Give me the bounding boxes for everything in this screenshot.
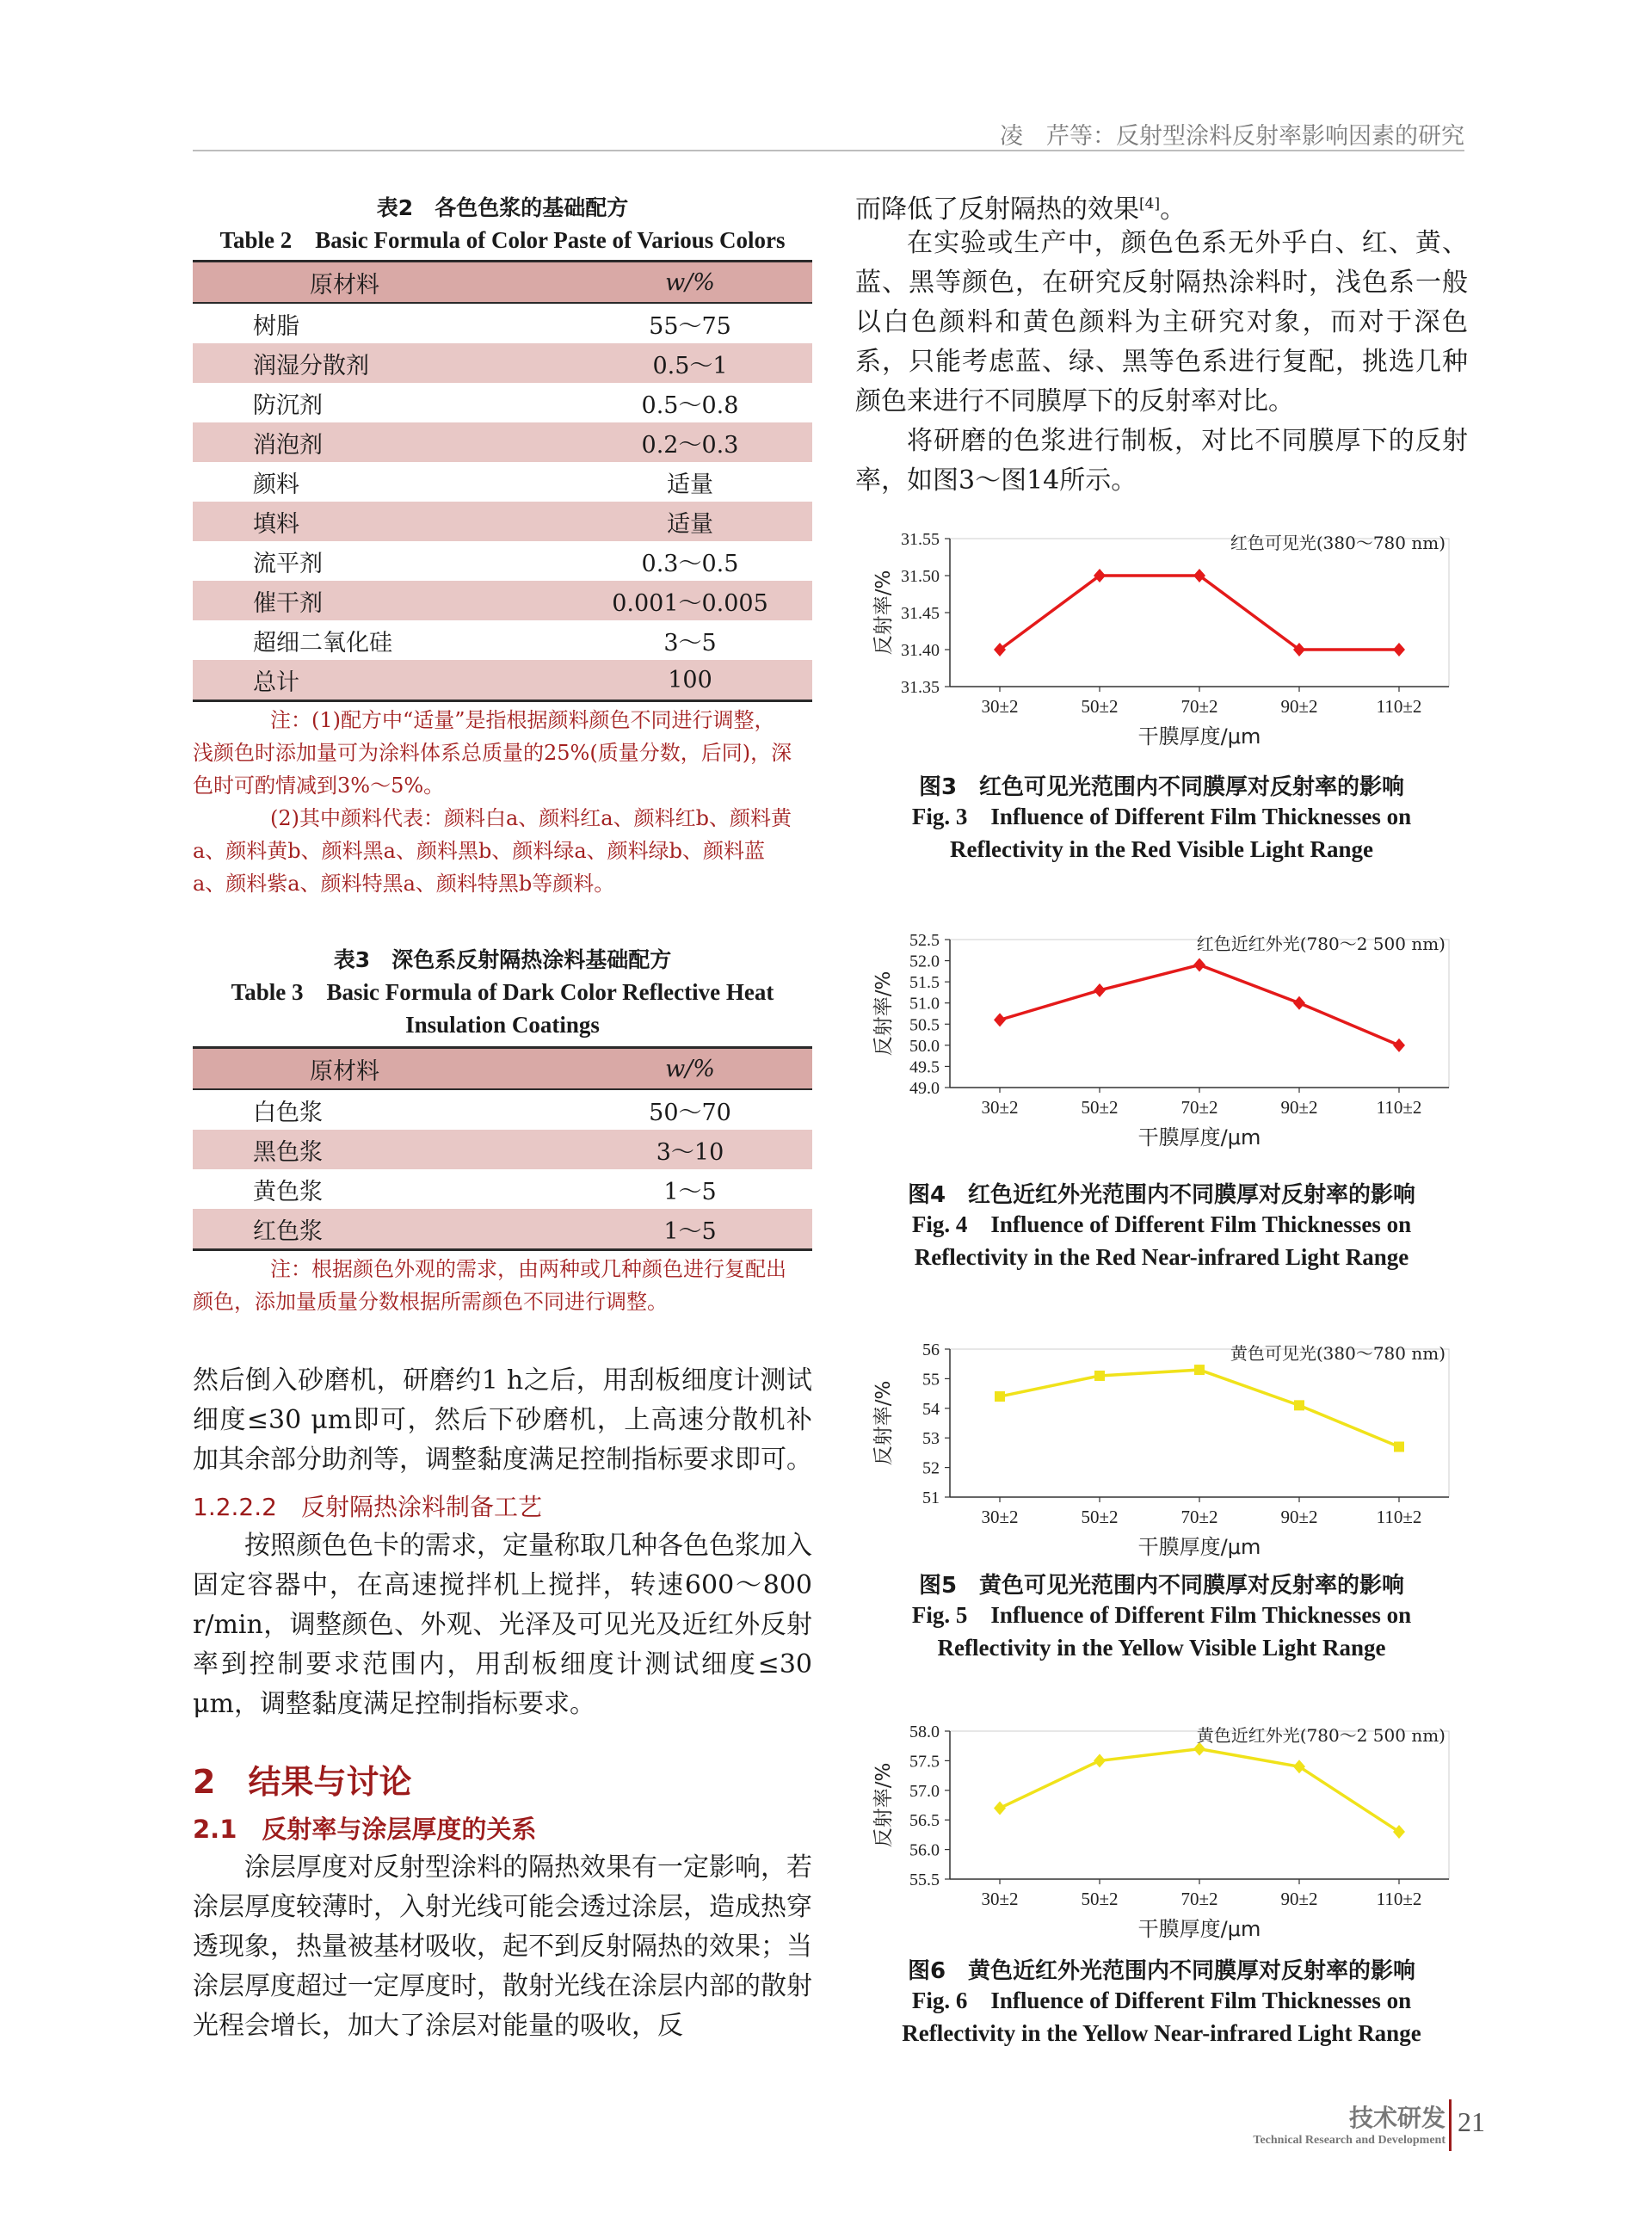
x-tick-label: 30±2	[981, 1889, 1019, 1909]
chart-fig3	[855, 520, 1468, 752]
table2-cell-value: 3～5	[663, 629, 717, 656]
y-tick-label: 55.5	[909, 1871, 940, 1889]
x-tick-label: 110±2	[1376, 1507, 1422, 1527]
fig3-caption-en: Fig. 3 Influence of Different Film Thicknesses on Reflectivity in the Red Visible Light Range	[911, 804, 1412, 862]
chart-fig5	[855, 1330, 1468, 1562]
x-tick-label: 110±2	[1376, 696, 1422, 717]
table2-cell-material: 填料	[193, 502, 568, 541]
paragraph-colors: 在实验或生产中，颜色色系无外乎白、红、黄、蓝、黑等颜色，在研究反射隔热涂料时，浅色系一般以白色颜料和黄色颜料为主研究对象，而对于深色系，只能考虑蓝、绿、黑等色系进行复配，挑选几种颜色来进行不同膜厚下的反射率对比。	[855, 228, 1468, 416]
table2-cell-value: 0.001～0.005	[568, 581, 812, 620]
table2-row	[193, 343, 812, 383]
y-axis-label: 反射率/%	[872, 971, 895, 1057]
paragraph-continued: 而降低了反射隔热的效果[4]。	[855, 194, 1187, 225]
y-tick-label: 51	[922, 1488, 940, 1507]
x-tick-label: 90±2	[1280, 1889, 1318, 1909]
table2-cell-material: 树脂	[253, 312, 299, 340]
y-tick-label: 57.5	[909, 1752, 940, 1772]
y-tick-label: 54	[922, 1399, 940, 1419]
y-tick-label: 50.0	[909, 1036, 940, 1056]
series-line	[1000, 965, 1399, 1045]
table2-cell-material: 防沉剂	[253, 391, 323, 419]
data-point	[1393, 1039, 1405, 1052]
table2-row	[193, 660, 812, 701]
x-tick-label: 70±2	[1180, 1889, 1218, 1909]
table2-cell-value: 适量	[568, 502, 812, 541]
y-axis-label: 反射率/%	[872, 570, 895, 656]
y-tick-label: 51.0	[909, 994, 940, 1014]
data-point	[1393, 643, 1405, 656]
header-divider	[193, 150, 1464, 151]
table2-cell-material: 消泡剂	[193, 422, 568, 462]
citation-ref[interactable]: [4]	[1139, 195, 1161, 213]
y-tick-label: 53	[922, 1429, 940, 1449]
y-axis-label: 反射率/%	[872, 1380, 895, 1466]
table2-row	[193, 502, 812, 541]
table2-row	[193, 422, 812, 462]
y-tick-label: 51.5	[909, 973, 940, 993]
plot-frame	[950, 539, 1449, 687]
table3-row	[193, 1209, 812, 1250]
table2-cell-material: 超细二氧化硅	[253, 629, 392, 656]
paragraph-figures: 将研磨的色浆进行制板，对比不同膜厚下的反射率，如图3～图14所示。	[855, 426, 1468, 496]
y-tick-label: 52.5	[909, 931, 940, 950]
table3-cell-value: 1～5	[568, 1209, 812, 1250]
data-point	[1194, 1365, 1205, 1375]
series-line	[1000, 1749, 1399, 1832]
footer-divider	[1449, 2099, 1452, 2151]
table2-cell-material: 流平剂	[253, 550, 323, 577]
x-tick-label: 50±2	[1081, 1097, 1119, 1118]
table2-note1: 注：(1)配方中“适量”是指根据颜料颜色不同进行调整，浅颜色时添加量可为涂料体系总质量的25%(质量分数，后同)，深色时可酌情减到3%～5%。	[193, 708, 792, 798]
x-tick-label: 90±2	[1280, 1097, 1318, 1118]
table2-title-en: Table 2 Basic Formula of Color Paste of Various Colors	[219, 227, 786, 253]
table2	[193, 260, 812, 702]
fig5-caption-cn: 图5 黄色可见光范围内不同膜厚对反射率的影响	[918, 1573, 1405, 1599]
x-tick-label: 110±2	[1376, 1097, 1422, 1118]
series-line	[1000, 576, 1399, 650]
table2-cell-value: 0.5～0.8	[641, 391, 739, 419]
table3-row	[193, 1089, 812, 1130]
y-tick-label: 49.0	[909, 1079, 940, 1098]
x-axis-label: 干膜厚度/μm	[1137, 724, 1261, 749]
heading-section-2: 2 结果与讨论	[193, 1763, 412, 1801]
data-point	[994, 1801, 1006, 1815]
table2-row	[193, 620, 812, 660]
data-point	[1193, 958, 1205, 971]
table3-cell-value: 3～10	[568, 1130, 812, 1169]
chart-title: 黄色近红外光(780～2 500 nm)	[1196, 1725, 1446, 1746]
x-tick-label: 70±2	[1180, 1097, 1218, 1118]
table3-title-cn: 表3 深色系反射隔热涂料基础配方	[333, 947, 672, 972]
chart-title: 红色近红外光(780～2 500 nm)	[1196, 934, 1446, 954]
table3	[193, 1046, 812, 1251]
table2-row	[193, 581, 812, 620]
data-point	[1094, 1371, 1105, 1381]
table2-cell-material: 润湿分散剂	[193, 343, 568, 383]
x-axis-label: 干膜厚度/μm	[1137, 1125, 1261, 1149]
data-point	[1094, 983, 1106, 997]
table2-cell-value: 55～75	[649, 312, 731, 340]
table3-col-material: 原材料	[193, 1048, 568, 1090]
fig4-caption-cn: 图4 红色近红外光范围内不同膜厚对反射率的影响	[907, 1182, 1416, 1208]
x-axis-label: 干膜厚度/μm	[1137, 1917, 1261, 1941]
heading-1222: 1.2.2.2 反射隔热涂料制备工艺	[193, 1493, 542, 1521]
data-point	[994, 1013, 1006, 1026]
chart-fig4	[855, 921, 1468, 1153]
x-tick-label: 50±2	[1081, 1889, 1119, 1909]
data-point	[1294, 1400, 1304, 1410]
table2-cell-value: 0.5～1	[568, 343, 812, 383]
table2-col-w: w/%	[568, 262, 812, 304]
x-tick-label: 70±2	[1180, 696, 1218, 717]
y-tick-label: 31.35	[901, 678, 940, 697]
table2-row	[193, 303, 812, 343]
chart-title: 黄色可见光(380～780 nm)	[1230, 1343, 1446, 1364]
heading-section-2-1: 2.1 反射率与涂层厚度的关系	[193, 1815, 537, 1844]
x-tick-label: 30±2	[981, 1097, 1019, 1118]
x-tick-label: 50±2	[1081, 1507, 1119, 1527]
table2-row	[193, 383, 812, 422]
x-tick-label: 30±2	[981, 1507, 1019, 1527]
paragraph-grinding: 然后倒入砂磨机，研磨约1 h之后，用刮板细度计测试细度≤30 μm即可，然后下砂磨机，上高速分散机补加其余部分助剂等，调整黏度满足控制指标要求即可。	[193, 1365, 812, 1475]
table3-row	[193, 1130, 812, 1169]
page-number: 21	[1458, 2106, 1485, 2137]
fig5-caption-en: Fig. 5 Influence of Different Film Thicknesses on Reflectivity in the Yellow Visible Light Range	[911, 1602, 1412, 1661]
chart-fig6	[855, 1712, 1468, 1945]
data-point	[1094, 1753, 1106, 1767]
table3-cell-material: 黑色浆	[193, 1130, 568, 1169]
footer-section-cn: 技术研发	[1348, 2104, 1446, 2132]
fig6-caption-cn: 图6 黄色近红外光范围内不同膜厚对反射率的影响	[907, 1958, 1416, 1984]
x-tick-label: 90±2	[1280, 696, 1318, 717]
y-tick-label: 52.0	[909, 952, 940, 971]
table3-cell-material: 红色浆	[193, 1209, 568, 1250]
y-tick-label: 50.5	[909, 1015, 940, 1035]
y-tick-label: 52	[922, 1458, 940, 1478]
data-point	[1293, 1760, 1305, 1773]
y-tick-label: 31.50	[901, 567, 940, 586]
table2-cell-material: 催干剂	[193, 581, 568, 620]
table2-col-material: 原材料	[193, 262, 568, 304]
data-point	[1394, 1442, 1404, 1452]
y-tick-label: 31.40	[901, 641, 940, 660]
x-tick-label: 90±2	[1280, 1507, 1318, 1527]
table2-cell-value: 0.2～0.3	[568, 422, 812, 462]
y-tick-label: 56.0	[909, 1840, 940, 1860]
y-tick-label: 56.5	[909, 1811, 940, 1831]
table3-cell-value: 1～5	[663, 1178, 717, 1205]
footer-section-en: Technical Research and Development	[1253, 2134, 1446, 2147]
running-head: 凌 芹等：反射型涂料反射率影响因素的研究	[1000, 123, 1464, 150]
fig4-caption-en: Fig. 4 Influence of Different Film Thicknesses on Reflectivity in the Red Near-infrared Light Range	[911, 1211, 1412, 1270]
table3-cell-value: 50～70	[649, 1099, 731, 1126]
x-tick-label: 50±2	[1081, 696, 1119, 717]
table2-title-cn: 表2 各色色浆的基础配方	[376, 195, 629, 220]
table3-cell-material: 黄色浆	[253, 1178, 323, 1205]
y-tick-label: 31.55	[901, 530, 940, 549]
x-axis-label: 干膜厚度/μm	[1137, 1535, 1261, 1559]
table3-cell-material: 白色浆	[253, 1099, 323, 1126]
table2-cell-value: 100	[568, 660, 812, 701]
fig3-caption-cn: 图3 红色可见光范围内不同膜厚对反射率的影响	[918, 774, 1405, 800]
table2-note2: (2)其中颜料代表：颜料白a、颜料红a、颜料红b、颜料黄a、颜料黄b、颜料黑a、颜料黑b、颜料绿a、颜料绿b、颜料蓝a、颜料紫a、颜料特黑a、颜料特黑b等颜料。	[193, 806, 792, 896]
y-tick-label: 56	[922, 1341, 940, 1359]
y-tick-label: 49.5	[909, 1057, 940, 1077]
table2-row	[193, 541, 812, 581]
data-point	[1293, 996, 1305, 1010]
y-tick-label: 57.0	[909, 1781, 940, 1801]
footer-section	[1253, 2099, 1446, 2148]
fig6-caption-en: Fig. 6 Influence of Different Film Thicknesses on Reflectivity in the Yellow Near-infrared Light Range	[902, 1988, 1421, 2046]
table3-note: 注：根据颜色外观的需求，由两种或几种颜色进行复配出颜色，添加量质量分数根据所需颜色不同进行调整。	[193, 1257, 786, 1314]
x-tick-label: 110±2	[1376, 1889, 1422, 1909]
table3-col-w: w/%	[568, 1048, 812, 1090]
data-point	[995, 1391, 1005, 1402]
chart-title: 红色可见光(380～780 nm)	[1230, 533, 1446, 553]
y-tick-label: 55	[922, 1370, 940, 1390]
data-point	[1393, 1825, 1405, 1839]
table2-cell-value: 适量	[667, 471, 713, 498]
y-tick-label: 58.0	[909, 1723, 940, 1741]
y-tick-label: 31.45	[901, 604, 940, 623]
x-tick-label: 70±2	[1180, 1507, 1218, 1527]
y-axis-label: 反射率/%	[872, 1762, 895, 1848]
table2-cell-material: 总计	[193, 660, 568, 701]
paragraph-process: 按照颜色色卡的需求，定量称取几种各色色浆加入固定容器中，在高速搅拌机上搅拌，转速600～800 r/min，调整颜色、外观、光泽及可见光及近红外反射率到控制要求范围内，用刮板细度计测试细度≤30 μm，调整黏度满足控制指标要求。	[193, 1531, 812, 1719]
paragraph-thickness: 涂层厚度对反射型涂料的隔热效果有一定影响，若涂层厚度较薄时，入射光线可能会透过涂层，造成热穿透现象，热量被基材吸收，起不到反射隔热的效果；当涂层厚度超过一定厚度时，散射光线在涂层内部的散射光程会增长，加大了涂层对能量的吸收，反	[193, 1852, 812, 2041]
x-tick-label: 30±2	[981, 696, 1019, 717]
table2-row	[193, 462, 812, 502]
table2-cell-material: 颜料	[253, 471, 299, 498]
table3-title-en: Table 3 Basic Formula of Dark Color Reflective Heat Insulation Coatings	[231, 979, 774, 1038]
table3-row	[193, 1169, 812, 1209]
series-line	[1000, 1370, 1399, 1446]
table2-cell-value: 0.3～0.5	[641, 550, 739, 577]
